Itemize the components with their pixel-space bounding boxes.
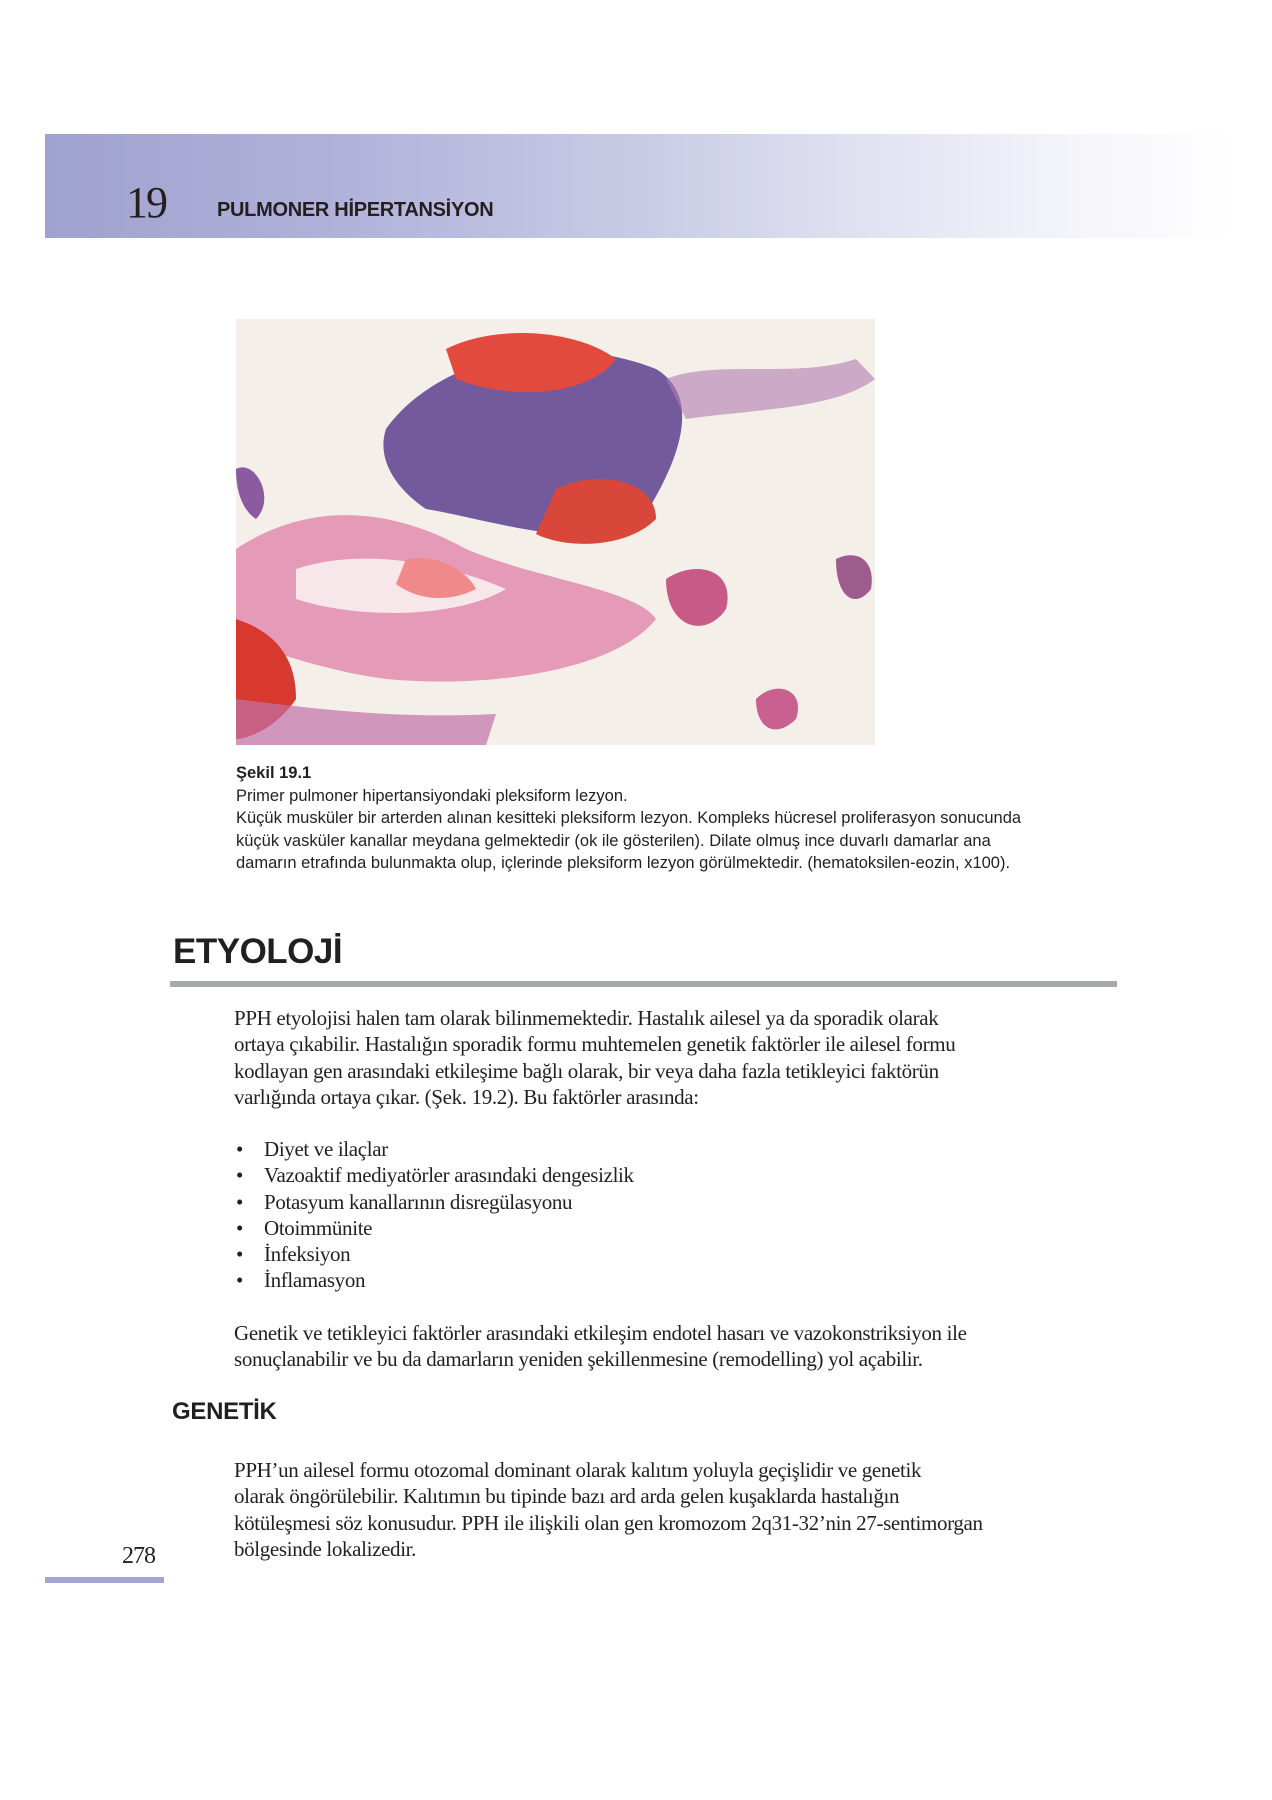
intro-paragraph <box>234 1005 955 1110</box>
paragraph-line: kodlayan gen arasındaki etkileşime bağlı olarak, bir veya daha fazla tetikleyici faktörün <box>234 1058 939 1083</box>
page-number: 278 <box>122 1543 155 1569</box>
list-item <box>234 1267 634 1293</box>
bullet-icon: • <box>236 1215 244 1240</box>
list-item-text: Potasyum kanallarının disregülasyonu <box>264 1189 573 1214</box>
closing-paragraph <box>234 1320 967 1373</box>
figure-caption <box>236 762 1021 875</box>
histology-figure-image <box>236 319 875 745</box>
section-heading: ETYOLOJİ <box>173 932 343 971</box>
page-number-bar <box>45 1577 164 1583</box>
chapter-header-band <box>45 134 1237 238</box>
bullet-icon: • <box>236 1163 244 1188</box>
genetics-paragraph <box>234 1457 983 1562</box>
list-item <box>234 1189 634 1215</box>
list-item <box>234 1136 634 1162</box>
list-item <box>234 1241 634 1267</box>
chapter-number: 19 <box>126 178 166 227</box>
bullet-icon: • <box>236 1268 244 1293</box>
list-item-text: İnfeksiyon <box>264 1242 351 1267</box>
paragraph-line: varlığında ortaya çıkar. (Şek. 19.2). Bu faktörler arasında: <box>234 1084 699 1109</box>
paragraph-line: ortaya çıkabilir. Hastalığın sporadik formu muhtemelen genetik faktörler ile ailesel formu <box>234 1032 956 1057</box>
list-item-text: Vazoaktif mediyatörler arasındaki dengesizlik <box>264 1163 634 1188</box>
paragraph-line: PPH etyolojisi halen tam olarak bilinmemektedir. Hastalık ailesel ya da sporadik olarak <box>234 1006 939 1030</box>
subsection-heading: GENETİK <box>172 1398 277 1425</box>
paragraph-line: olarak öngörülebilir. Kalıtımın bu tipinde bazı ard arda gelen kuşaklarda hastalığın <box>234 1484 900 1509</box>
paragraph-line: PPH’un ailesel formu otozomal dominant olarak kalıtım yoluyla geçişlidir ve genetik <box>234 1458 922 1482</box>
caption-line: küçük vasküler kanallar meydana gelmektedir (ok ile gösterilen). Dilate olmuş ince duvarlı damarlar ana <box>236 831 991 850</box>
factor-list <box>234 1136 634 1294</box>
caption-line: Küçük musküler bir arterden alınan kesitteki pleksiform lezyon. Kompleks hücresel proliferasyon sonucunda <box>236 809 1022 827</box>
paragraph-line: bölgesinde lokalizedir. <box>234 1536 417 1561</box>
bullet-icon: • <box>236 1242 244 1267</box>
paragraph-line: Genetik ve tetikleyici faktörler arasındaki etkileşim endotel hasarı ve vazokonstriksiyon ile <box>234 1321 967 1345</box>
list-item-text: İnflamasyon <box>264 1268 366 1293</box>
paragraph-line: kötüleşmesi söz konusudur. PPH ile ilişkili olan gen kromozom 2q31-32’nin 27-sentimorgan <box>234 1510 983 1535</box>
list-item-text: Otoimmünite <box>264 1215 373 1240</box>
caption-line: damarın etrafında bulunmakta olup, içlerinde pleksiform lezyon görülmektedir. (hematoksilen-eozin, x100). <box>236 854 1011 872</box>
bullet-icon: • <box>236 1137 244 1161</box>
paragraph-line: sonuçlanabilir ve bu da damarların yeniden şekillenmesine (remodelling) yol açabilir. <box>234 1347 923 1372</box>
figure-label: Şekil 19.1 <box>236 764 312 782</box>
section-divider <box>170 981 1117 987</box>
caption-line: Primer pulmoner hipertansiyondaki pleksiform lezyon. <box>236 786 628 805</box>
list-item <box>234 1215 634 1241</box>
chapter-title: PULMONER HİPERTANSİYON <box>217 199 494 221</box>
bullet-icon: • <box>236 1189 244 1214</box>
list-item <box>234 1162 634 1188</box>
list-item-text: Diyet ve ilaçlar <box>264 1137 388 1161</box>
